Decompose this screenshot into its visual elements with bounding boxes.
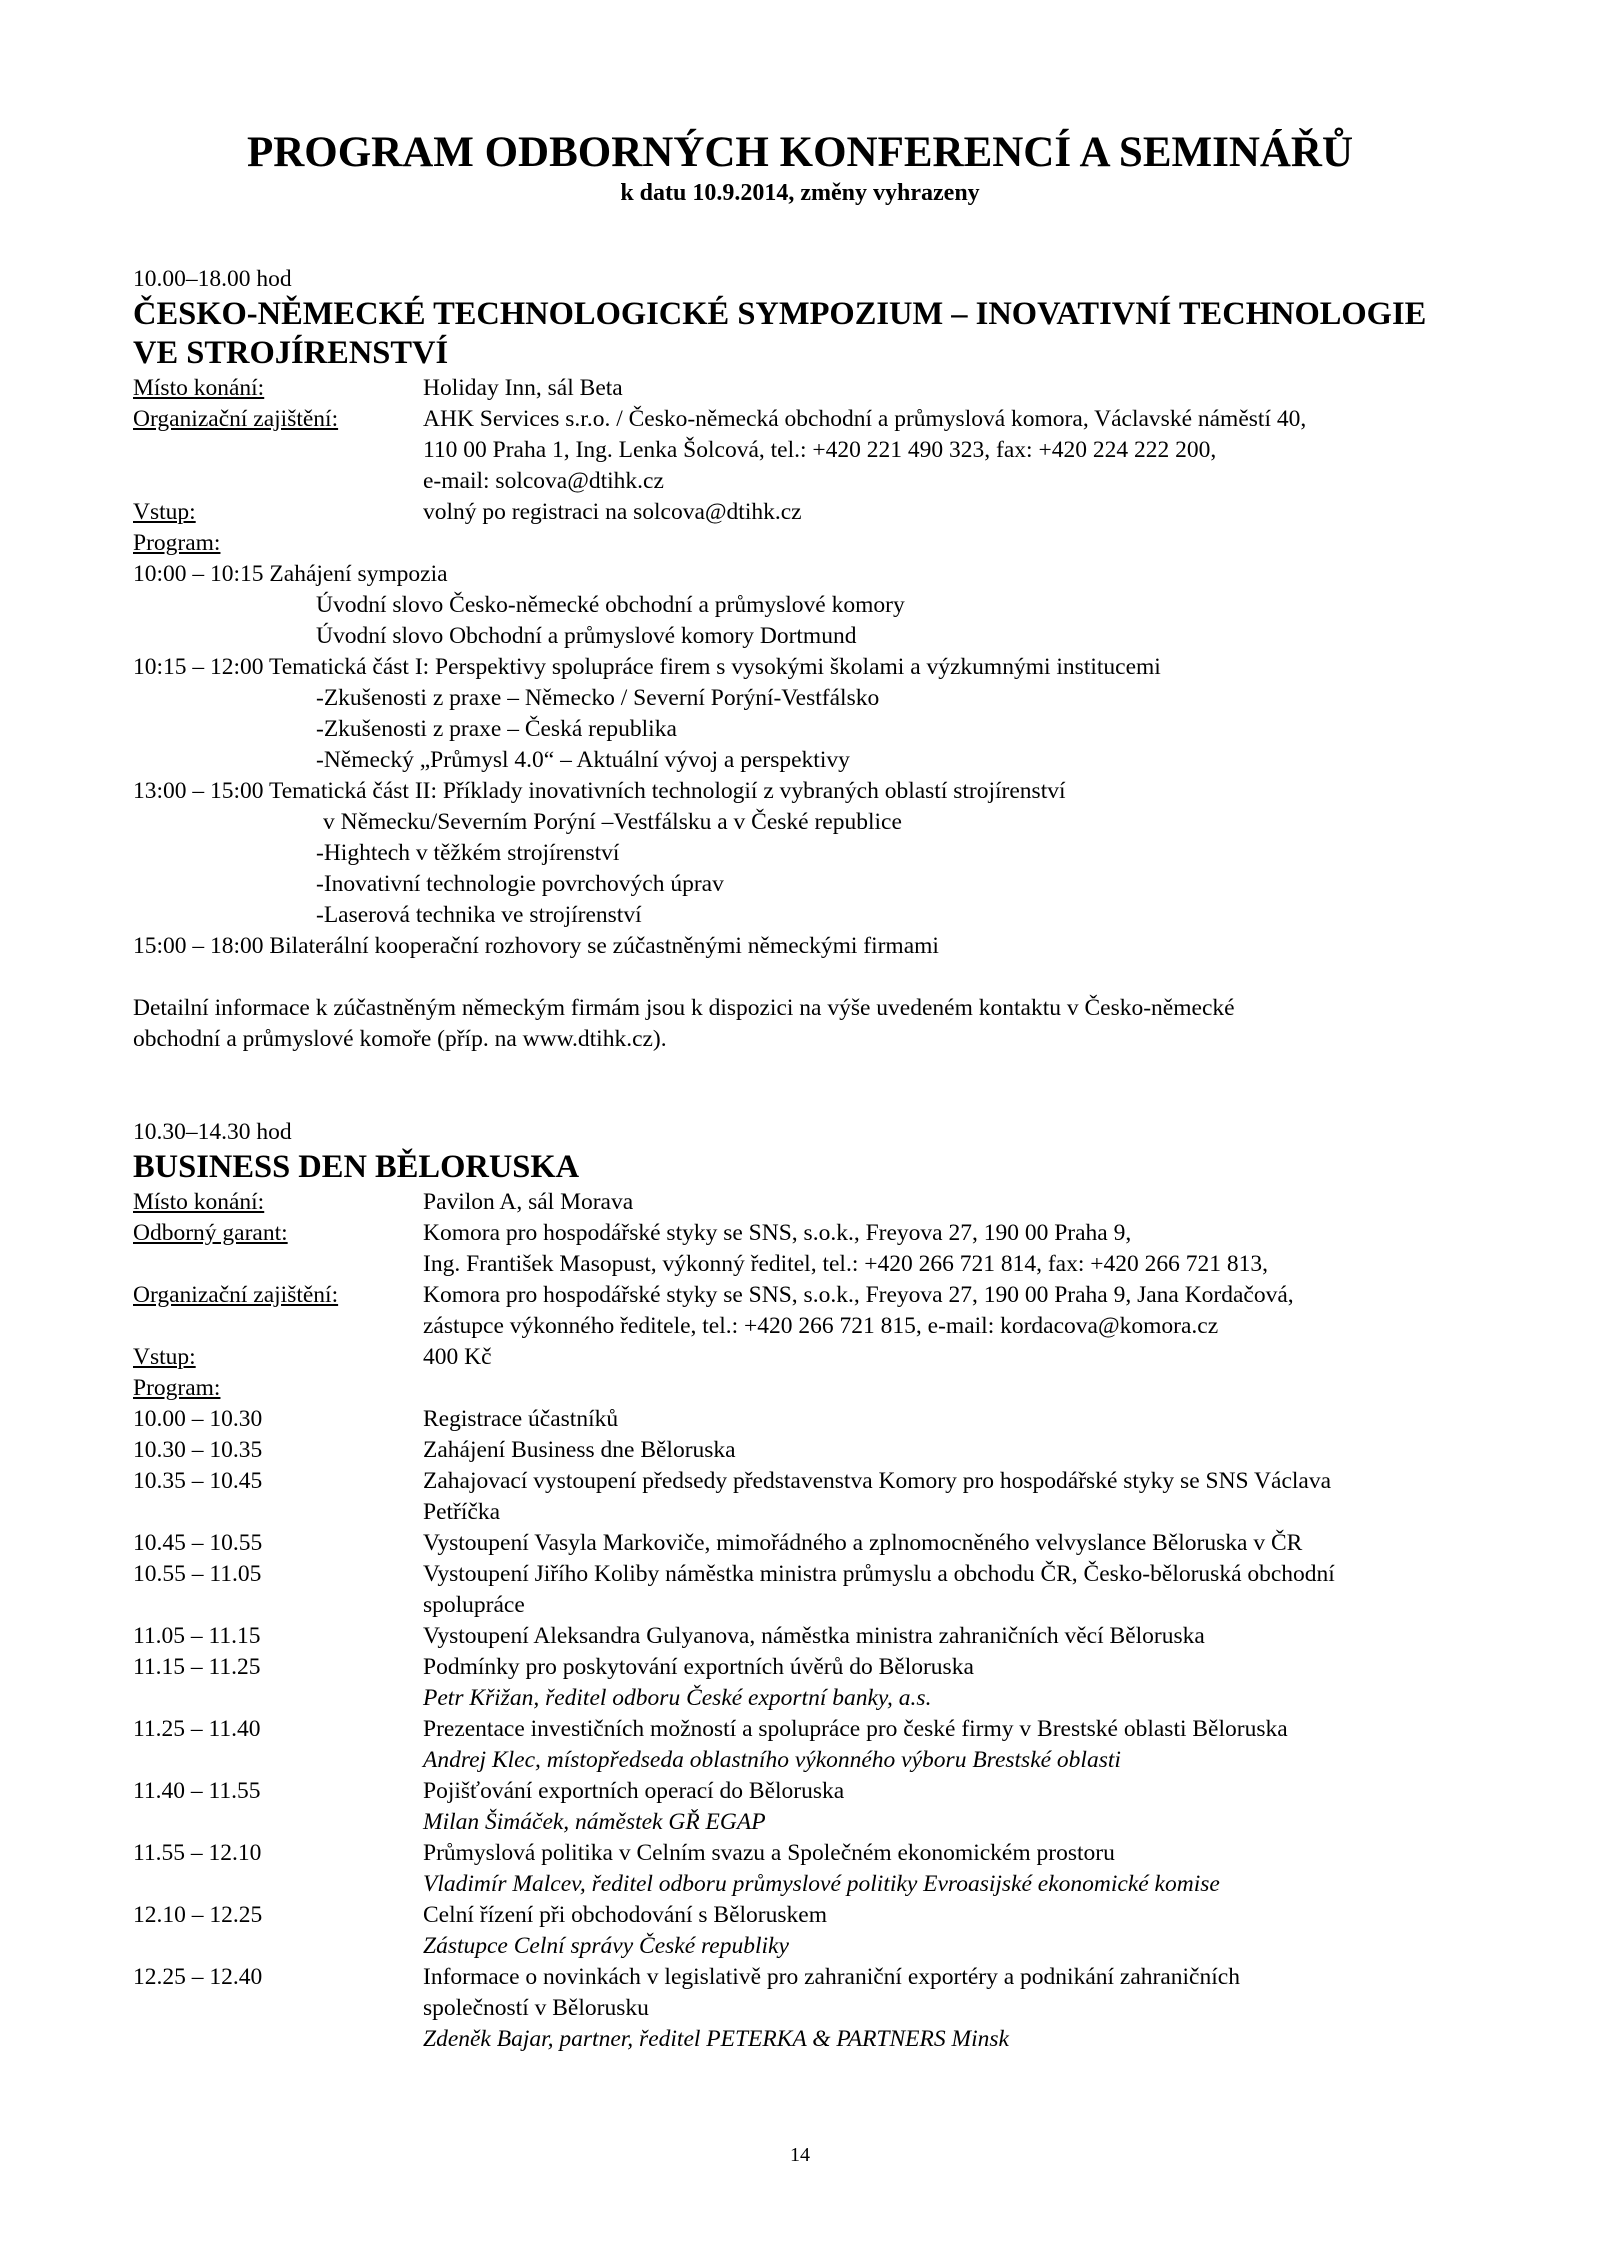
program-label: Program:	[133, 530, 221, 556]
schedule-speaker: Vladimír Malcev, ředitel odboru průmyslové politiky Evroasijské ekonomické komise	[423, 1871, 1220, 1897]
schedule-speaker: Andrej Klec, místopředseda oblastního výkonného výboru Brestské oblasti	[423, 1747, 1121, 1773]
schedule-item-line: společností v Bělorusku	[423, 1995, 649, 2021]
organizer-value	[423, 404, 1473, 497]
entry-row	[133, 1342, 1473, 1373]
program-line: -Inovativní technologie povrchových úprav	[316, 871, 724, 897]
organizer-value	[423, 1280, 1473, 1342]
schedule-item-line: Vystoupení Aleksandra Gulyanova, náměstka ministra zahraničních věcí Běloruska	[423, 1623, 1205, 1649]
program-line: 13:00 – 15:00 Tematická část II: Příklady inovativních technologií z vybraných oblastí strojírenství	[133, 778, 1066, 804]
organizer-label: Organizační zajištění:	[133, 406, 339, 432]
schedule-time: 12.25 – 12.40	[133, 1964, 263, 1990]
schedule-row	[133, 1652, 1473, 1714]
schedule-item	[423, 1776, 1473, 1838]
schedule-time: 10.45 – 10.55	[133, 1530, 263, 1556]
entry-label: Vstup:	[133, 1344, 196, 1370]
event-title: ČESKO-NĚMECKÉ TECHNOLOGICKÉ SYMPOZIUM – INOVATIVNÍ TECHNOLOGIE	[133, 296, 1427, 332]
program-list	[133, 559, 1473, 962]
schedule-time: 12.10 – 12.25	[133, 1902, 263, 1928]
schedule-item-line: Zahajovací vystoupení předsedy představenstva Komory pro hospodářské styky se SNS Václava	[423, 1468, 1332, 1494]
schedule-speaker: Milan Šimáček, náměstek GŘ EGAP	[423, 1809, 766, 1835]
program-line: -Zkušenosti z praxe – Česká republika	[316, 716, 677, 742]
venue-value: Pavilon A, sál Morava	[423, 1189, 634, 1215]
organizer-line: e-mail: solcova@dtihk.cz	[423, 468, 664, 494]
schedule-item-line: Pojišťování exportních operací do Běloruska	[423, 1778, 845, 1804]
schedule-item	[423, 1714, 1473, 1776]
event-time: 10.00–18.00 hod	[133, 266, 292, 292]
event-title: BUSINESS DEN BĚLORUSKA	[133, 1149, 580, 1185]
schedule-item-line: Informace o novinkách v legislativě pro zahraniční exportéry a podnikání zahraničních	[423, 1964, 1240, 1990]
organizer-line: zástupce výkonného ředitele, tel.: +420 266 721 815, e-mail: kordacova@komora.cz	[423, 1313, 1219, 1339]
event-1	[133, 264, 1473, 1055]
schedule-item	[423, 1559, 1473, 1621]
schedule-row	[133, 1621, 1473, 1652]
schedule-item-line: Vystoupení Vasyla Markoviče, mimořádného a zplnomocněného velvyslance Běloruska v ČR	[423, 1530, 1303, 1556]
venue-label: Místo konání:	[133, 1189, 265, 1215]
schedule-row	[133, 1838, 1473, 1900]
page-subtitle: k datu 10.9.2014, změny vyhrazeny	[620, 180, 980, 206]
schedule-row	[133, 1714, 1473, 1776]
schedule-item	[423, 1528, 1473, 1559]
program-line: -Laserová technika ve strojírenství	[316, 902, 642, 928]
schedule-item-line: Registrace účastníků	[423, 1406, 619, 1432]
guarantor-label: Odborný garant:	[133, 1220, 288, 1246]
schedule-speaker: Zástupce Celní správy České republiky	[423, 1933, 789, 1959]
organizer-line: 110 00 Praha 1, Ing. Lenka Šolcová, tel.: +420 221 490 323, fax: +420 224 222 200,	[423, 437, 1217, 463]
schedule-item	[423, 1435, 1473, 1466]
schedule-item	[423, 1962, 1473, 2055]
schedule-time: 11.40 – 11.55	[133, 1778, 261, 1804]
program-line: -Německý „Průmysl 4.0“ – Aktuální vývoj a perspektivy	[316, 747, 850, 773]
event-2	[133, 1117, 1473, 2055]
schedule-row	[133, 1528, 1473, 1559]
organizer-line: AHK Services s.r.o. / Česko-německá obchodní a průmyslová komora, Václavské náměstí 40,	[423, 406, 1307, 432]
entry-label: Vstup:	[133, 499, 196, 525]
schedule-time: 11.05 – 11.15	[133, 1623, 261, 1649]
schedule-item-line: Prezentace investičních možností a spolupráce pro české firmy v Brestské oblasti Běloruska	[423, 1716, 1288, 1742]
program-label: Program:	[133, 1375, 221, 1401]
schedule-time: 10.55 – 11.05	[133, 1561, 262, 1587]
schedule-row	[133, 1404, 1473, 1435]
schedule-time: 10.35 – 10.45	[133, 1468, 263, 1494]
schedule-row	[133, 1962, 1473, 2055]
schedule-row	[133, 1776, 1473, 1838]
event-time: 10.30–14.30 hod	[133, 1119, 292, 1145]
organizer-label: Organizační zajištění:	[133, 1282, 339, 1308]
program-line: -Hightech v těžkém strojírenství	[316, 840, 620, 866]
organizer-line: Komora pro hospodářské styky se SNS, s.o.k., Freyova 27, 190 00 Praha 9, Jana Kordačová,	[423, 1282, 1294, 1308]
schedule-row	[133, 1559, 1473, 1621]
venue-label: Místo konání:	[133, 375, 265, 401]
note-paragraph	[133, 993, 1473, 1055]
schedule-item-line: Celní řízení při obchodování s Běloruskem	[423, 1902, 827, 1928]
schedule-row	[133, 1435, 1473, 1466]
event-title-continued: VE STROJÍRENSTVÍ	[133, 335, 449, 371]
schedule-item	[423, 1404, 1473, 1435]
schedule-item	[423, 1621, 1473, 1652]
program-line: -Zkušenosti z praxe – Německo / Severní Porýní-Vestfálsko	[316, 685, 880, 711]
note-line: obchodní a průmyslové komoře (příp. na www.dtihk.cz).	[133, 1026, 667, 1052]
organizer-row	[133, 1280, 1473, 1342]
schedule-item-line: Petříčka	[423, 1499, 500, 1525]
schedule-time: 11.25 – 11.40	[133, 1716, 261, 1742]
schedule-item-line: Vystoupení Jiřího Koliby náměstka ministra průmyslu a obchodu ČR, Česko-běloruská obchodní	[423, 1561, 1335, 1587]
program-line: 10:15 – 12:00 Tematická část I: Perspektivy spolupráce firem s vysokými školami a výzkumnými institucemi	[133, 654, 1161, 680]
schedule-row	[133, 1466, 1473, 1528]
schedule-time: 10.30 – 10.35	[133, 1437, 263, 1463]
schedule-row	[133, 1900, 1473, 1962]
schedule-item	[423, 1838, 1473, 1900]
schedule-time: 11.55 – 12.10	[133, 1840, 262, 1866]
organizer-row	[133, 404, 1473, 497]
schedule-time: 10.00 – 10.30	[133, 1406, 263, 1432]
schedule-item	[423, 1900, 1473, 1962]
program-line: Úvodní slovo Česko-německé obchodní a průmyslové komory	[316, 592, 905, 618]
schedule-item-line: Průmyslová politika v Celním svazu a Společném ekonomickém prostoru	[423, 1840, 1115, 1866]
entry-value: 400 Kč	[423, 1344, 492, 1370]
schedule-time: 11.15 – 11.25	[133, 1654, 261, 1680]
note-line: Detailní informace k zúčastněným německým firmám jsou k dispozici na výše uvedeném kontaktu v Česko-německé	[133, 995, 1235, 1021]
schedule-speaker: Zdeněk Bajar, partner, ředitel PETERKA & PARTNERS Minsk	[423, 2026, 1009, 2052]
venue-row	[133, 1187, 1473, 1218]
program-line: 10:00 – 10:15 Zahájení sympozia	[133, 561, 448, 587]
guarantor-line: Komora pro hospodářské styky se SNS, s.o.k., Freyova 27, 190 00 Praha 9,	[423, 1220, 1132, 1246]
schedule-speaker: Petr Křižan, ředitel odboru České exportní banky, a.s.	[423, 1685, 932, 1711]
guarantor-line: Ing. František Masopust, výkonný ředitel, tel.: +420 266 721 814, fax: +420 266 721 813,	[423, 1251, 1269, 1277]
content	[133, 264, 1473, 2055]
program-line: Úvodní slovo Obchodní a průmyslové komory Dortmund	[316, 623, 857, 649]
venue-value: Holiday Inn, sál Beta	[423, 375, 623, 401]
entry-value: volný po registraci na solcova@dtihk.cz	[423, 499, 802, 525]
guarantor-row	[133, 1218, 1473, 1280]
entry-row	[133, 497, 1473, 528]
page-number: 14	[790, 2144, 810, 2166]
guarantor-value	[423, 1218, 1473, 1280]
program-line: v Německu/Severním Porýní –Vestfálsku a v České republice	[323, 809, 902, 835]
program-line: 15:00 – 18:00 Bilaterální kooperační rozhovory se zúčastněnými německými firmami	[133, 933, 939, 959]
program-schedule	[133, 1404, 1473, 2055]
page-title: PROGRAM ODBORNÝCH KONFERENCÍ A SEMINÁŘŮ	[246, 129, 1354, 176]
schedule-item-line: Podmínky pro poskytování exportních úvěrů do Běloruska	[423, 1654, 974, 1680]
venue-row	[133, 373, 1473, 404]
schedule-item	[423, 1652, 1473, 1714]
schedule-item-line: Zahájení Business dne Běloruska	[423, 1437, 736, 1463]
schedule-item	[423, 1466, 1473, 1528]
schedule-item-line: spolupráce	[423, 1592, 525, 1618]
